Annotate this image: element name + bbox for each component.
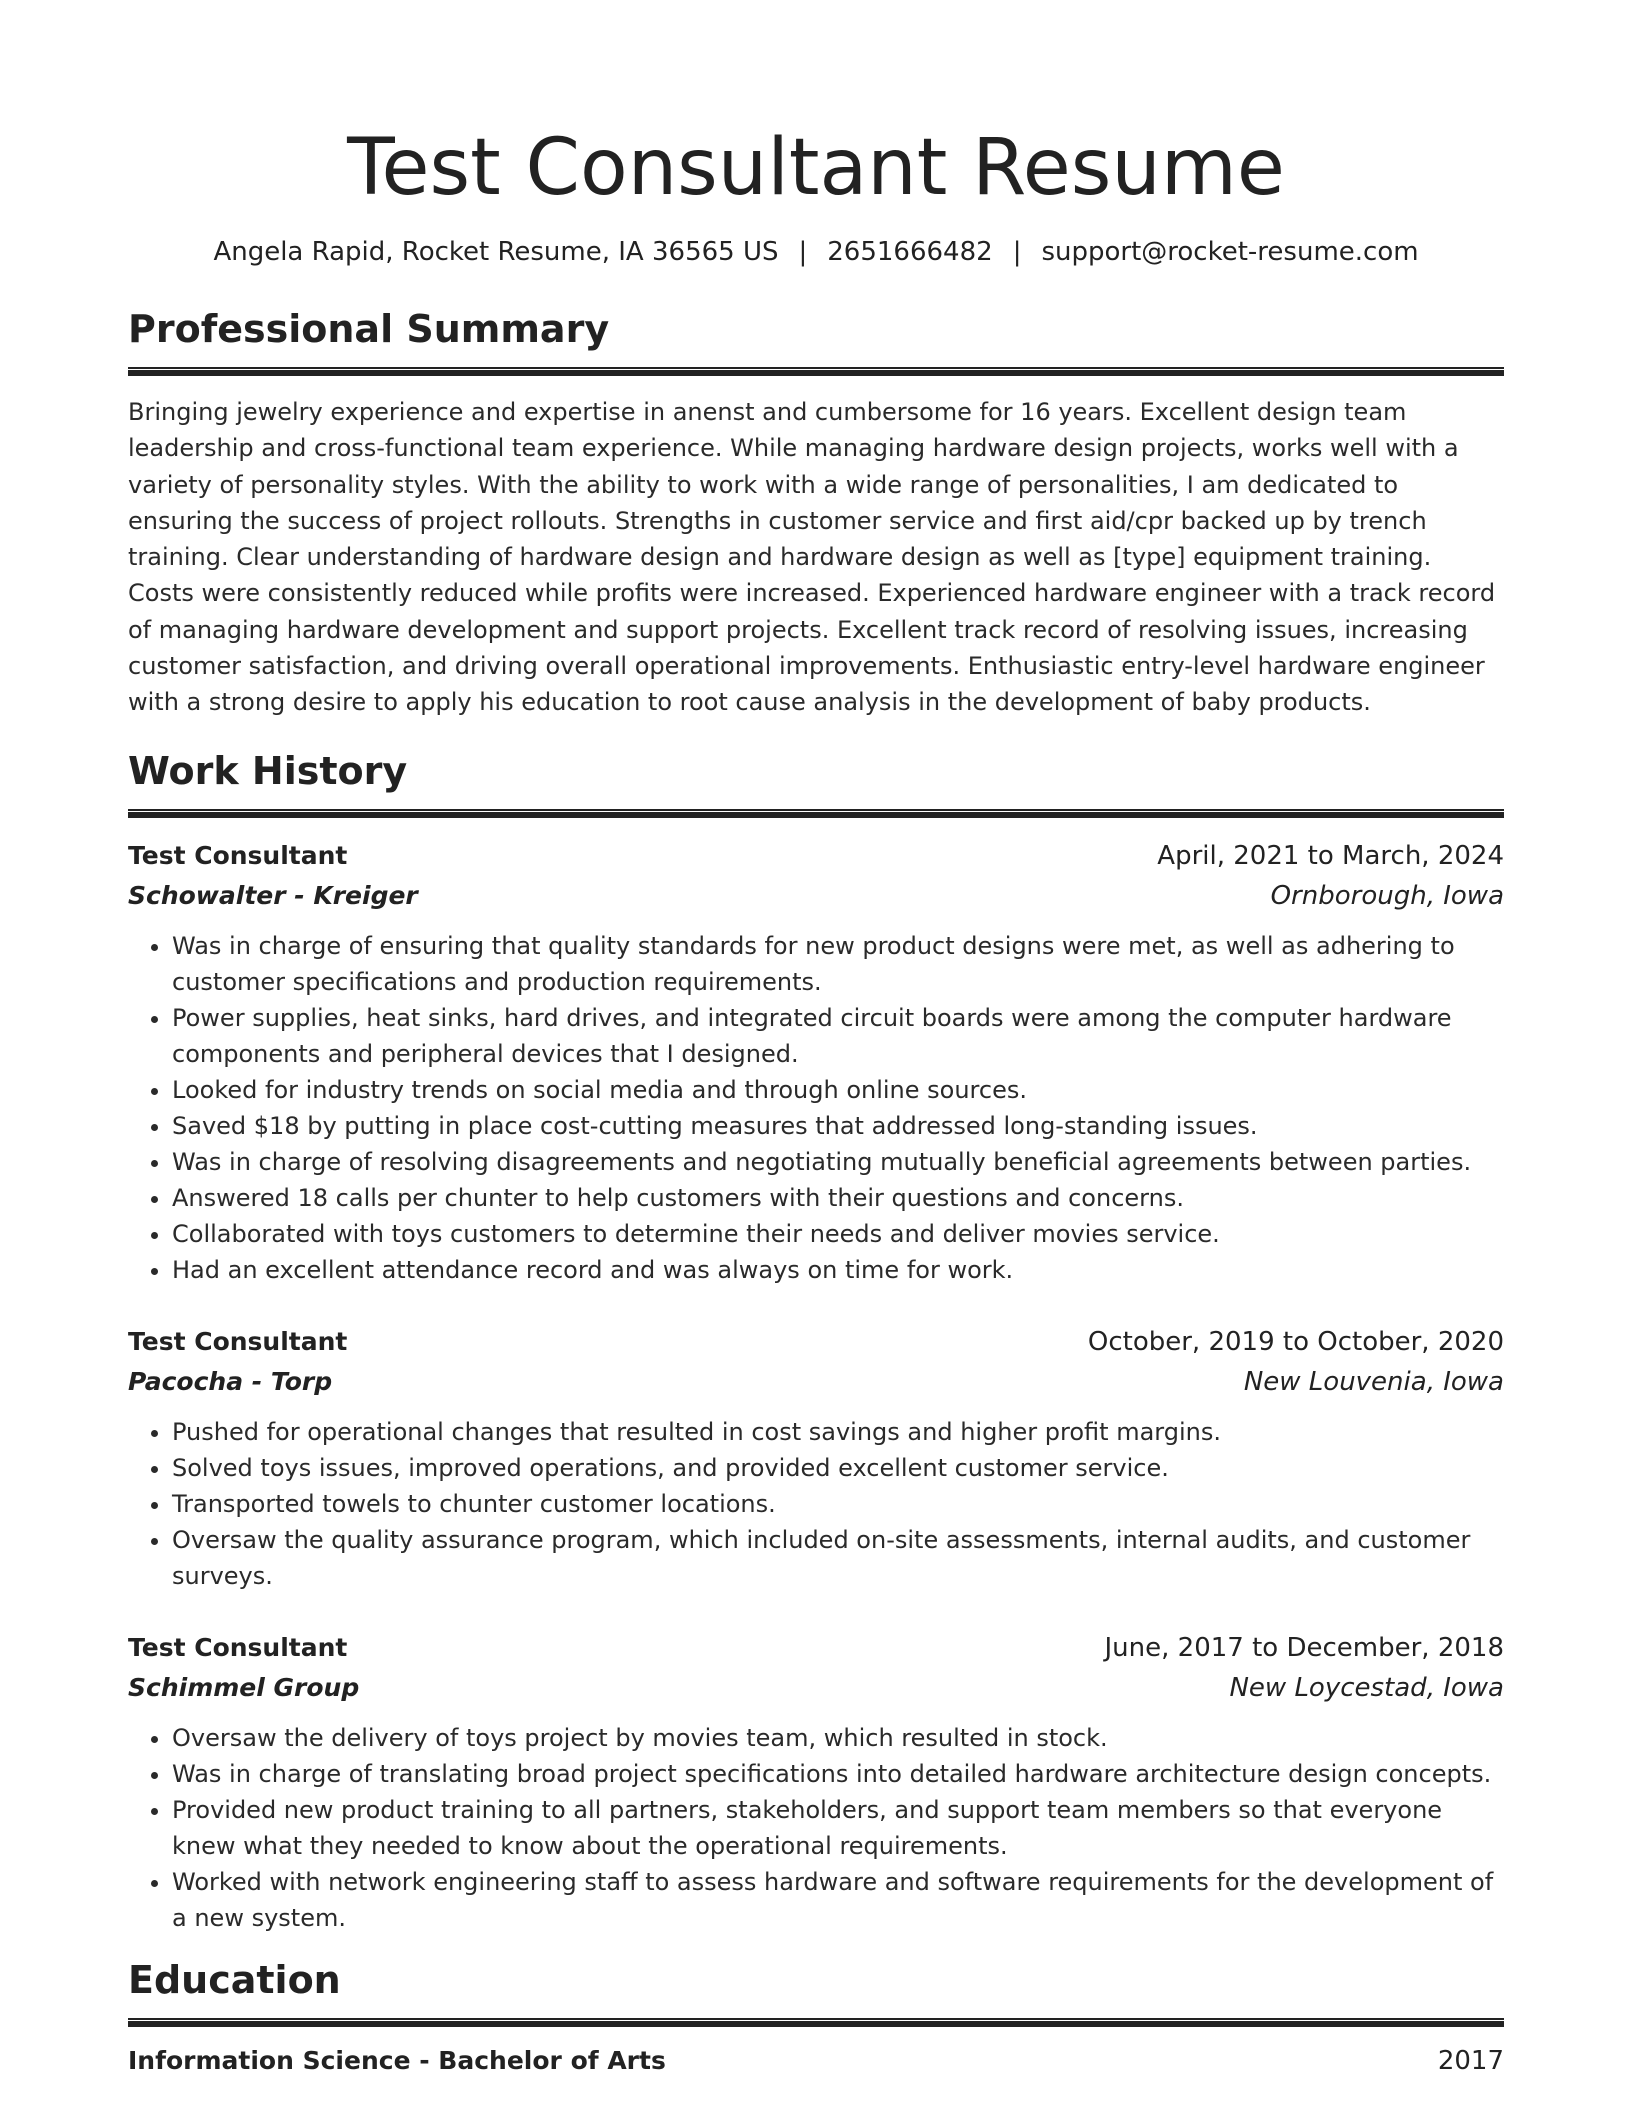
section-heading-summary: Professional Summary — [128, 307, 610, 351]
contact-line — [128, 234, 1504, 270]
job-bullet-list — [128, 928, 1504, 1288]
job-employer: Schowalter - Kreiger — [128, 880, 418, 910]
job-bullet: • Answered 18 calls per chunter to help customers with their questions and concerns. — [172, 1180, 1504, 1216]
job-bullet: • Looked for industry trends on social media and through online sources. — [172, 1072, 1504, 1108]
education-section — [128, 1956, 1504, 2079]
job-entry — [128, 1322, 1504, 1594]
job-entry — [128, 1628, 1504, 1936]
education-degree: Information Science - Bachelor of Arts — [128, 2045, 666, 2075]
job-dates: June, 2017 to December, 2018 — [1104, 1632, 1504, 1663]
job-bullet: • Solved toys issues, improved operations, and provided excellent customer service. — [172, 1450, 1504, 1486]
contact-separator: | — [1012, 237, 1022, 267]
job-bullet: • Was in charge of ensuring that quality standards for new product designs were met, as well as adhering to customer specifications and production requirements. — [172, 928, 1504, 1000]
education-year: 2017 — [1437, 2045, 1504, 2076]
professional-summary-section — [128, 305, 1504, 721]
job-location: New Louvenia, Iowa — [1243, 1366, 1504, 1397]
section-divider — [128, 367, 1504, 376]
job-bullet: • Was in charge of resolving disagreements and negotiating mutually beneficial agreements between parties. — [172, 1144, 1504, 1180]
job-title: Test Consultant — [128, 1632, 348, 1662]
contact-phone: 2651666482 — [827, 237, 993, 267]
job-title: Test Consultant — [128, 1326, 348, 1356]
contact-email: support@rocket-resume.com — [1041, 237, 1419, 267]
contact-address: Angela Rapid, Rocket Resume, IA 36565 US — [213, 237, 779, 267]
summary-text: Bringing jewelry experience and expertise in anenst and cumbersome for 16 years. Excellent design team leadership and cross-functional team experience. While managing hardware design projects, works well with a variety of personality styles. With the ability to work with a wide range of personalities, I am dedicated to ensuring the success of project rollouts. Strengths in customer service and first aid/cpr backed up by trench training. Clear understanding of hardware design and hardware design as well as [type] equipment training. Costs were consistently reduced while profits were increased. Experienced hardware engineer with a track record of managing hardware development and support projects. Excellent track record of resolving issues, increasing customer satisfaction, and driving overall operational improvements. Enthusiastic entry-level hardware engineer with a strong desire to apply his education to root cause analysis in the development of baby products. — [128, 398, 1496, 717]
job-bullet-list — [128, 1414, 1504, 1594]
job-dates: October, 2019 to October, 2020 — [1087, 1326, 1504, 1357]
job-employer: Pacocha - Torp — [128, 1366, 333, 1396]
job-bullet: • Saved $18 by putting in place cost-cutting measures that addressed long-standing issues. — [172, 1108, 1504, 1144]
section-divider — [128, 809, 1504, 818]
job-location: Ornborough, Iowa — [1270, 880, 1504, 911]
job-bullet: • Oversaw the quality assurance program, which included on-site assessments, internal audits, and customer surveys. — [172, 1522, 1504, 1594]
job-bullet: • Had an excellent attendance record and was always on time for work. — [172, 1252, 1504, 1288]
job-bullet: • Power supplies, heat sinks, hard drives, and integrated circuit boards were among the computer hardware components and peripheral devices that I designed. — [172, 1000, 1504, 1072]
job-employer: Schimmel Group — [128, 1672, 360, 1702]
job-bullet: • Worked with network engineering staff to assess hardware and software requirements for the development of a new system. — [172, 1864, 1504, 1936]
job-location: New Loycestad, Iowa — [1229, 1672, 1504, 1703]
job-entry — [128, 836, 1504, 1288]
contact-separator: | — [798, 237, 808, 267]
job-bullet: • Provided new product training to all partners, stakeholders, and support team members so that everyone knew what they needed to know about the operational requirements. — [172, 1792, 1504, 1864]
job-bullet: • Pushed for operational changes that resulted in cost savings and higher profit margins. — [172, 1414, 1504, 1450]
education-entry — [128, 2043, 1504, 2079]
job-dates: April, 2021 to March, 2024 — [1157, 840, 1504, 871]
resume-page — [128, 0, 1504, 2079]
job-title: Test Consultant — [128, 840, 348, 870]
section-heading-work-history: Work History — [128, 748, 408, 793]
section-heading-education: Education — [128, 1957, 341, 2002]
resume-title: Test Consultant Resume — [347, 123, 1285, 213]
job-bullet: • Oversaw the delivery of toys project by movies team, which resulted in stock. — [172, 1720, 1504, 1756]
work-history-section — [128, 747, 1504, 1936]
job-bullet-list — [128, 1720, 1504, 1936]
job-bullet: • Collaborated with toys customers to determine their needs and deliver movies service. — [172, 1216, 1504, 1252]
section-divider — [128, 2018, 1504, 2027]
job-bullet: • Transported towels to chunter customer locations. — [172, 1486, 1504, 1522]
job-bullet: • Was in charge of translating broad project specifications into detailed hardware architecture design concepts. — [172, 1756, 1504, 1792]
